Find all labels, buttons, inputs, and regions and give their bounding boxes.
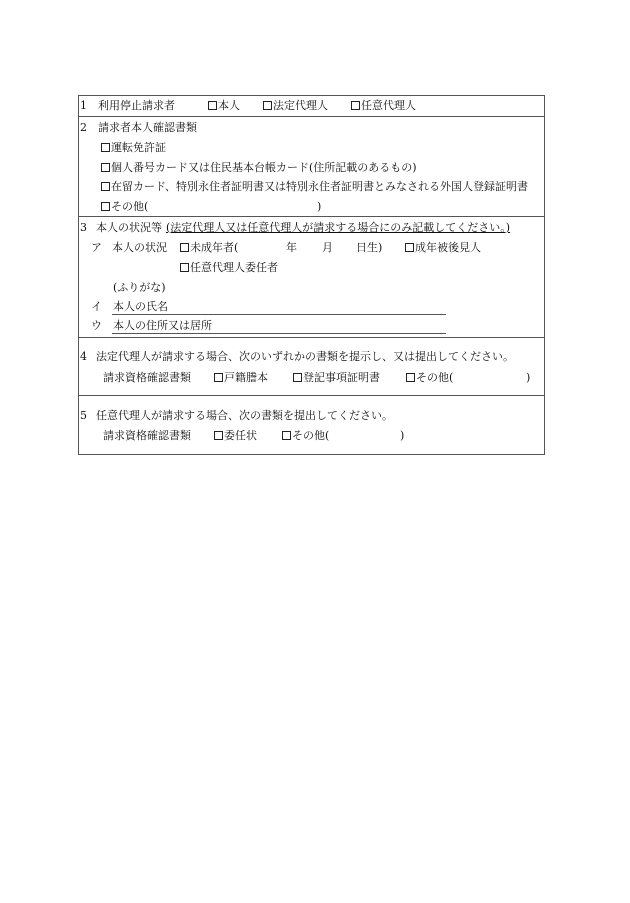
- legal-agent-instruction: 法定代理人が請求する場合、次のいずれかの書類を提示し、又は提出してください。: [96, 350, 514, 363]
- other-id-close: ): [317, 200, 322, 213]
- section-requester: [79, 96, 544, 117]
- item-i-mark: イ: [91, 300, 102, 313]
- checkbox-other-legal-doc[interactable]: その他(: [406, 371, 453, 385]
- birth-day-label: 日生): [356, 241, 383, 254]
- request-form-table: [78, 95, 545, 455]
- checkbox-my-number-card[interactable]: 個人番号カード又は住民基本台帳カード(住所記載のあるもの): [101, 161, 417, 175]
- item-a-mark: ア: [91, 241, 102, 254]
- person-status-note: (法定代理人又は任意代理人が請求する場合にのみ記載してください。): [166, 221, 511, 234]
- other-voluntary-doc-close: ): [400, 429, 405, 442]
- person-name-label: 本人の氏名: [113, 300, 168, 313]
- checkbox-voluntary-agent[interactable]: 任意代理人: [351, 99, 416, 113]
- checkbox-principal[interactable]: 任意代理人委任者: [180, 261, 278, 275]
- checkbox-drivers-license[interactable]: 運転免許証: [101, 141, 166, 155]
- section-number: 5: [80, 409, 87, 422]
- section-number: 1: [80, 99, 87, 112]
- checkbox-self[interactable]: 本人: [208, 99, 240, 113]
- person-status-title: 本人の状況等: [96, 221, 162, 234]
- legal-agent-docs-label: 請求資格確認書類: [103, 371, 191, 384]
- identity-docs-title: 請求者本人確認書類: [98, 121, 197, 134]
- other-legal-doc-close: ): [526, 371, 531, 384]
- section-legal-agent-docs: [79, 338, 544, 396]
- section-identity-docs: [79, 117, 544, 217]
- checkbox-residence-card[interactable]: 在留カード、特別永住者証明書又は特別永住者証明書とみなされる外国人登録証明書: [101, 180, 528, 194]
- checkbox-other-id[interactable]: その他(: [101, 200, 148, 214]
- requester-label: 利用停止請求者: [98, 99, 175, 112]
- birth-year-label: 年: [286, 241, 297, 254]
- person-name-line[interactable]: [112, 314, 446, 315]
- person-address-label: 本人の住所又は居所: [113, 319, 212, 332]
- checkbox-family-register[interactable]: 戸籍謄本: [214, 371, 268, 385]
- voluntary-agent-instruction: 任意代理人が請求する場合、次の書類を提出してください。: [96, 409, 393, 422]
- birth-month-label: 月: [322, 241, 333, 254]
- section-voluntary-agent-docs: [79, 396, 544, 454]
- person-address-line[interactable]: [112, 333, 446, 334]
- section-person-status: [79, 217, 544, 338]
- checkbox-minor[interactable]: 未成年者(: [180, 241, 238, 255]
- section-number: 4: [80, 350, 87, 363]
- section-number: 3: [80, 221, 87, 234]
- furigana-label: (ふりがな): [113, 281, 166, 294]
- checkbox-power-of-attorney[interactable]: 委任状: [214, 429, 257, 443]
- checkbox-legal-agent[interactable]: 法定代理人: [263, 99, 328, 113]
- section-number: 2: [80, 121, 87, 134]
- voluntary-agent-docs-label: 請求資格確認書類: [103, 429, 191, 442]
- checkbox-adult-ward[interactable]: 成年被後見人: [405, 241, 481, 255]
- checkbox-other-voluntary-doc[interactable]: その他(: [282, 429, 329, 443]
- checkbox-registry-certificate[interactable]: 登記事項証明書: [293, 371, 380, 385]
- item-u-mark: ウ: [91, 319, 102, 332]
- person-status-label: 本人の状況: [112, 241, 167, 254]
